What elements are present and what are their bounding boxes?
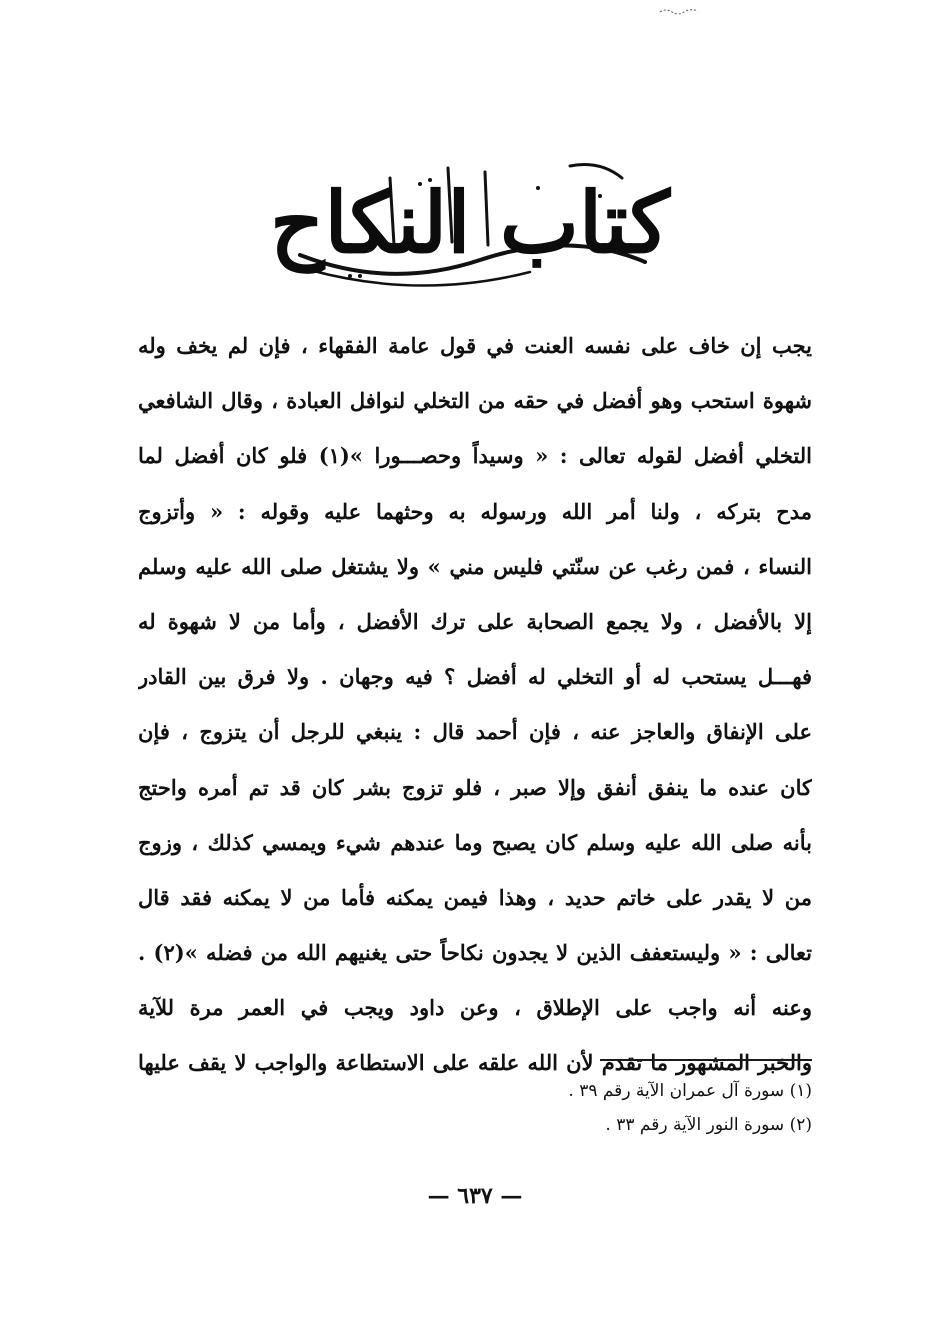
text-line: وعنه أنه واجب على الإطلاق ، وعن داود ويجب في العمر مرة للآية [138, 995, 812, 1021]
text-line: النساء ، فمن رغب عن سنّتي فليس مني » ولا يشتغل صلى الله عليه وسلم [138, 553, 812, 579]
text-line: بأنه صلى الله عليه وسلم كان يصبح وما عندهم شيء ويمسي كذلك ، وزوج [138, 829, 812, 855]
text-line: يجب إن خاف على نفسه العنت في قول عامة الفقهاء ، فإن لم يخف وله [138, 333, 812, 358]
page-number: — ٦٣٧ — [427, 1183, 523, 1209]
text-line: كان عنده ما ينفق أنفق وإلا صبر ، فلو تزوج بشر كان قد تم أمره واحتج [138, 774, 812, 800]
footnote-2: (٢) سورة النور الآية رقم ٣٣ . [605, 1115, 812, 1135]
footnote-1: (١) سورة آل عمران الآية رقم ٣٩ . [568, 1081, 812, 1101]
chapter-title [270, 150, 670, 295]
main-text [138, 318, 812, 1091]
text-line: فهـــل يستحب له أو التخلي له أفضل ؟ فيه وجهان . ولا فرق بين القادر [138, 664, 812, 690]
text-line: شهوة استحب وهو أفضل في حقه من التخلي لنوافل العبادة ، وقال الشافعي [138, 388, 812, 414]
text-line: تعالى : « وليستعفف الذين لا يجدون نكاحاً حتى يغنيهم الله من فضله »(٢) . [138, 940, 812, 966]
scan-speck [658, 6, 700, 18]
footnotes [420, 1074, 812, 1142]
footnote-divider [600, 1059, 812, 1061]
text-line: مدح بتركه ، ولنا أمر الله ورسوله به وحثهما عليه وقوله : « وأتزوج [138, 498, 812, 524]
text-line: والخبر المشهور ما تقدم لأن الله علقه على الاستطاعة والواجب لا يقف عليها [138, 1050, 812, 1076]
chapter-title-text: كتاب النكاح [270, 173, 670, 272]
text-line: التخلي أفضل لقوله تعالى : « وسيداً وحصـــورا »(١) فلو كان أفضل لما [138, 443, 812, 469]
text-line: على الإنفاق والعاجز عنه ، فإن أحمد قال : ينبغي للرجل أن يتزوج ، فإن [138, 719, 812, 745]
text-line: إلا بالأفضل ، ولا يجمع الصحابة على ترك الأفضل ، وأما من لا شهوة له [138, 608, 812, 634]
text-line: من لا يقدر على خاتم حديد ، وهذا فيمن يمكنه فأما من لا يمكنه فقد قال [138, 884, 812, 910]
